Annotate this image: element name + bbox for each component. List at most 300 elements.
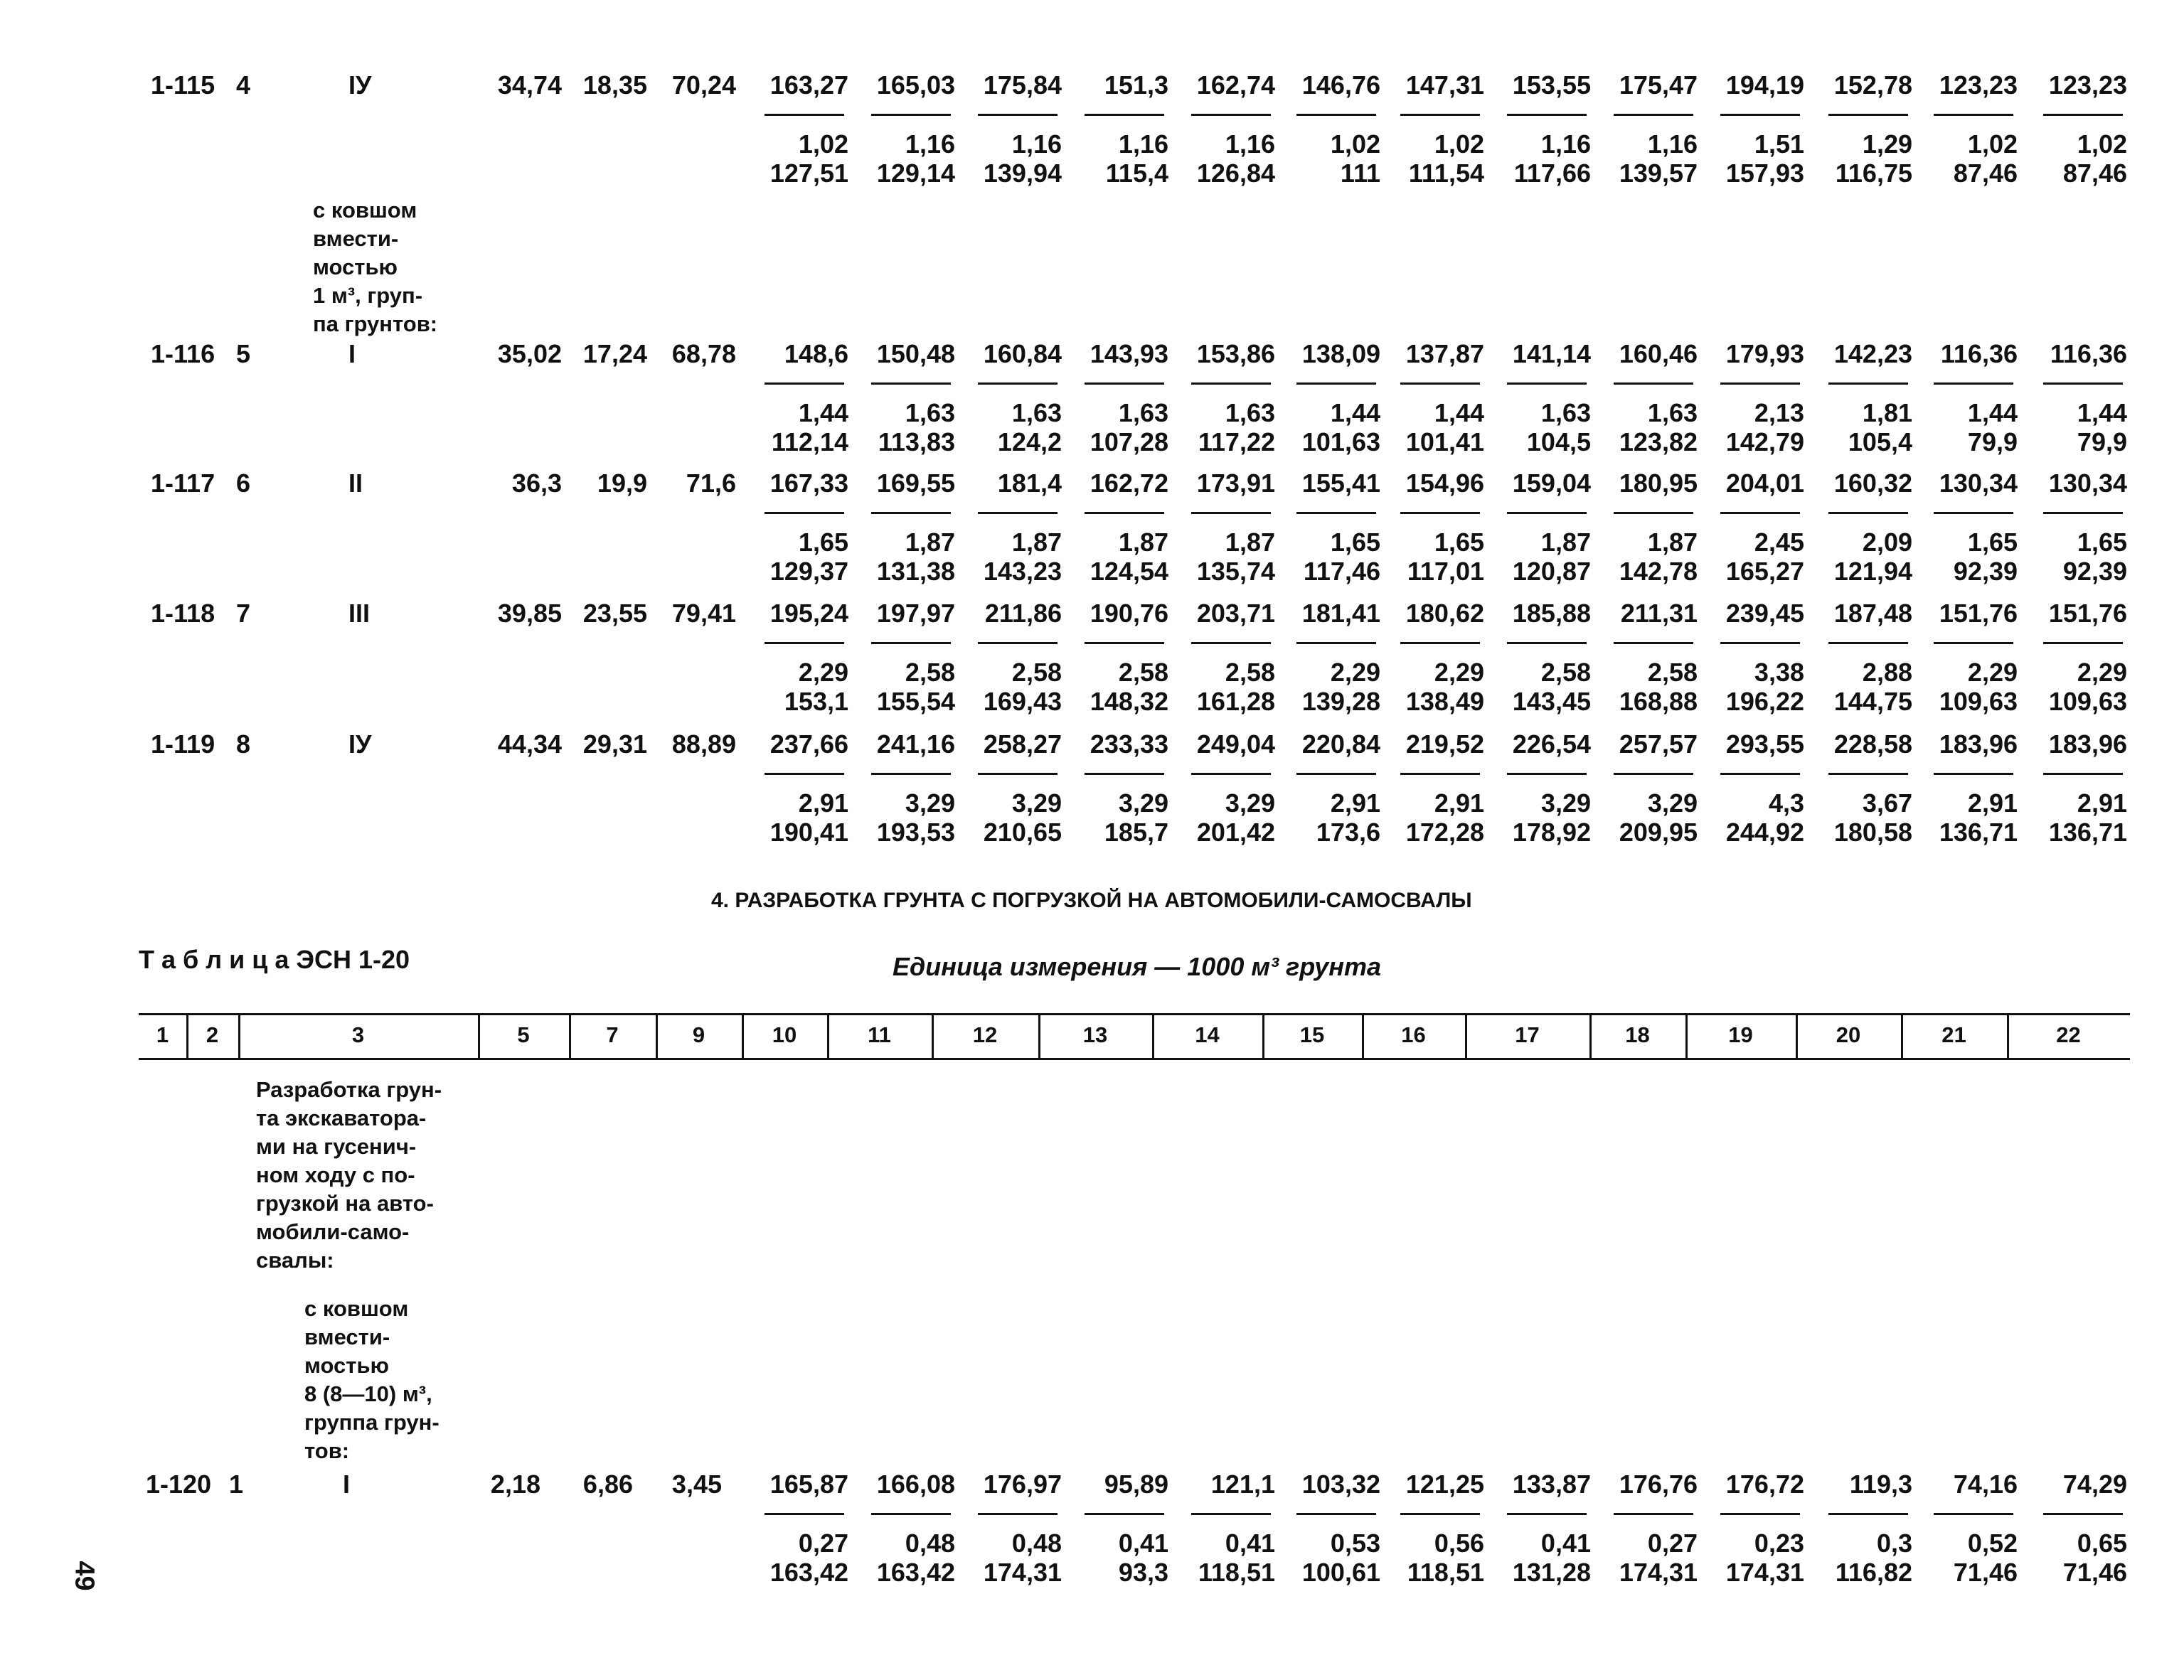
value-denominator: 87,46	[1953, 159, 2018, 188]
value-total: 142,23	[1833, 339, 1912, 368]
value-numerator: 1,02	[1434, 129, 1484, 159]
fraction-line	[1296, 642, 1376, 644]
section-title: 4. РАЗРАБОТКА ГРУНТА С ПОГРУЗКОЙ НА АВТОМОБИЛИ-САМОСВАЛЫ	[711, 889, 1472, 912]
value-denominator: 101,63	[1301, 427, 1380, 456]
value-numerator: 2,91	[798, 788, 848, 818]
value-total: 162,74	[1196, 70, 1275, 100]
description-line: ми на гусенич-	[256, 1134, 417, 1159]
value-total: 123,23	[2048, 70, 2127, 100]
fraction-line	[871, 512, 951, 514]
fraction-line	[1828, 642, 1908, 644]
value-denominator: 79,9	[1967, 427, 2018, 456]
value-denominator: 87,46	[2062, 159, 2127, 188]
value-col7: 19,9	[597, 469, 647, 498]
value-col9: 3,45	[671, 1470, 722, 1499]
description-line: грузкой на авто-	[256, 1191, 434, 1216]
fraction-line	[2043, 1513, 2123, 1515]
fraction-line	[1191, 1513, 1271, 1515]
value-total: 293,55	[1725, 729, 1804, 759]
fraction-line	[1085, 642, 1164, 644]
header-cell: 22	[2056, 1022, 2081, 1047]
value-numerator: 1,29	[1862, 129, 1912, 159]
fraction-line	[1614, 642, 1693, 644]
value-col5: 2,18	[490, 1470, 540, 1499]
value-denominator: 127,51	[769, 159, 848, 188]
fraction-line	[1720, 114, 1800, 116]
fraction-line	[765, 382, 844, 385]
value-numerator: 1,16	[905, 129, 955, 159]
value-numerator: 1,44	[1434, 398, 1484, 427]
value-total: 176,76	[1619, 1470, 1698, 1499]
fraction-line	[1085, 1513, 1164, 1515]
value-numerator: 1,87	[1118, 528, 1168, 557]
value-numerator: 1,65	[798, 528, 848, 557]
bucket-note-line: 1 м³, груп-	[313, 283, 423, 308]
fraction-line	[1828, 773, 1908, 775]
value-total: 147,31	[1405, 70, 1484, 100]
value-denominator: 124,2	[997, 427, 1062, 456]
value-denominator: 161,28	[1196, 687, 1275, 716]
bucket-note-line: с ковшом	[304, 1296, 409, 1321]
value-numerator: 2,91	[1434, 788, 1484, 818]
fraction-line	[1507, 382, 1587, 385]
bucket-note-line: тов:	[304, 1438, 350, 1463]
value-total: 194,19	[1725, 70, 1804, 100]
value-numerator: 2,58	[1011, 658, 1062, 687]
fraction-line	[978, 642, 1058, 644]
value-denominator: 190,41	[769, 818, 848, 847]
value-numerator: 1,87	[1647, 528, 1698, 557]
value-total: 121,25	[1405, 1470, 1484, 1499]
fraction-line	[1296, 773, 1376, 775]
header-cell: 21	[1941, 1022, 1966, 1047]
row-number: 5	[236, 339, 251, 368]
fraction-line	[1400, 114, 1480, 116]
fraction-line	[2043, 114, 2123, 116]
value-numerator: 0,27	[798, 1529, 848, 1558]
value-numerator: 1,65	[1434, 528, 1484, 557]
row-number: 4	[236, 70, 251, 100]
value-numerator: 2,29	[798, 658, 848, 687]
value-total: 258,27	[983, 729, 1062, 759]
fraction-line	[1720, 773, 1800, 775]
value-denominator: 155,54	[876, 687, 955, 716]
value-total: 211,31	[1620, 599, 1698, 628]
value-numerator: 2,58	[1647, 658, 1698, 687]
value-col5: 36,3	[511, 469, 562, 498]
header-cell: 9	[692, 1022, 705, 1047]
value-numerator: 1,16	[1118, 129, 1168, 159]
value-denominator: 196,22	[1725, 687, 1804, 716]
value-denominator: 142,78	[1619, 557, 1698, 586]
value-total: 183,96	[1939, 729, 2018, 759]
header-cell: 7	[606, 1022, 619, 1047]
value-denominator: 139,28	[1301, 687, 1380, 716]
value-denominator: 124,54	[1090, 557, 1168, 586]
value-total: 153,55	[1512, 70, 1591, 100]
value-denominator: 105,4	[1848, 427, 1912, 456]
value-numerator: 3,29	[1647, 788, 1698, 818]
value-denominator: 115,4	[1105, 159, 1168, 188]
value-total: 175,84	[983, 70, 1062, 100]
value-denominator: 163,42	[769, 1558, 848, 1587]
value-total: 165,87	[769, 1470, 848, 1499]
fraction-line	[1614, 382, 1693, 385]
value-total: 179,93	[1725, 339, 1804, 368]
fraction-line	[1400, 382, 1480, 385]
value-denominator: 148,32	[1090, 687, 1168, 716]
value-total: 160,84	[983, 339, 1062, 368]
value-numerator: 1,02	[1967, 129, 2018, 159]
value-total: 159,04	[1512, 469, 1591, 498]
fraction-line	[1507, 773, 1587, 775]
page-number: 49	[69, 1561, 100, 1591]
value-numerator: 1,63	[1011, 398, 1062, 427]
value-numerator: 1,44	[2077, 398, 2127, 427]
value-total: 233,33	[1090, 729, 1168, 759]
value-numerator: 1,63	[905, 398, 955, 427]
value-numerator: 4,3	[1768, 788, 1804, 818]
value-numerator: 1,87	[905, 528, 955, 557]
fraction-line	[1934, 642, 2013, 644]
value-numerator: 2,91	[2077, 788, 2127, 818]
value-total: 141,14	[1512, 339, 1591, 368]
description-line: ном ходу с по-	[256, 1162, 415, 1187]
value-numerator: 0,41	[1540, 1529, 1591, 1558]
value-denominator: 174,31	[1725, 1558, 1804, 1587]
value-col9: 71,6	[686, 469, 736, 498]
value-denominator: 143,23	[983, 557, 1062, 586]
value-total: 204,01	[1725, 469, 1804, 498]
value-total: 130,34	[1939, 469, 2018, 498]
fraction-line	[978, 1513, 1058, 1515]
value-total: 176,72	[1725, 1470, 1804, 1499]
soil-group: II	[348, 469, 363, 498]
fraction-line	[1085, 512, 1164, 514]
fraction-line	[1191, 773, 1271, 775]
value-total: 197,97	[876, 599, 955, 628]
value-total: 119,3	[1849, 1470, 1912, 1499]
fraction-line	[2043, 382, 2123, 385]
value-numerator: 3,29	[1011, 788, 1062, 818]
fraction-line	[1720, 382, 1800, 385]
value-denominator: 169,43	[983, 687, 1062, 716]
value-total: 226,54	[1512, 729, 1591, 759]
fraction-line	[978, 382, 1058, 385]
value-total: 152,78	[1833, 70, 1912, 100]
value-numerator: 2,91	[1967, 788, 2018, 818]
value-denominator: 111,54	[1408, 159, 1484, 188]
header-cell: 19	[1728, 1022, 1753, 1047]
norm-code: 1-116	[151, 339, 215, 368]
value-denominator: 71,46	[1953, 1558, 2018, 1587]
value-total: 185,88	[1512, 599, 1591, 628]
value-total: 203,71	[1196, 599, 1275, 628]
fraction-line	[1400, 642, 1480, 644]
bucket-note-line: с ковшом	[313, 198, 417, 223]
value-denominator: 71,46	[2062, 1558, 2127, 1587]
value-col9: 68,78	[671, 339, 736, 368]
value-col5: 44,34	[497, 729, 562, 759]
value-total: 121,1	[1210, 1470, 1275, 1499]
fraction-line	[1614, 1513, 1693, 1515]
value-denominator: 180,58	[1833, 818, 1912, 847]
fraction-line	[1934, 1513, 2013, 1515]
value-numerator: 1,81	[1862, 398, 1912, 427]
fraction-line	[1085, 382, 1164, 385]
value-total: 187,48	[1833, 599, 1912, 628]
fraction-line	[765, 773, 844, 775]
value-denominator: 117,01	[1407, 557, 1484, 586]
norm-code: 1-117	[151, 469, 215, 498]
value-total: 173,91	[1196, 469, 1275, 498]
value-col7: 18,35	[582, 70, 647, 100]
value-numerator: 1,65	[1967, 528, 2018, 557]
value-numerator: 0,56	[1434, 1529, 1484, 1558]
value-numerator: 1,02	[798, 129, 848, 159]
fraction-line	[871, 642, 951, 644]
fraction-line	[1507, 1513, 1587, 1515]
value-numerator: 1,16	[1011, 129, 1062, 159]
value-denominator: 101,41	[1405, 427, 1484, 456]
fraction-line	[1296, 114, 1376, 116]
value-total: 133,87	[1512, 1470, 1591, 1499]
fraction-line	[765, 512, 844, 514]
value-denominator: 116,75	[1835, 159, 1912, 188]
value-total: 153,86	[1196, 339, 1275, 368]
value-denominator: 201,42	[1196, 818, 1275, 847]
fraction-line	[2043, 512, 2123, 514]
fraction-line	[871, 382, 951, 385]
value-denominator: 173,6	[1316, 818, 1380, 847]
value-total: 211,86	[984, 599, 1062, 628]
fraction-line	[978, 114, 1058, 116]
value-numerator: 3,67	[1862, 788, 1912, 818]
row-number: 8	[236, 729, 251, 759]
fraction-line	[1507, 512, 1587, 514]
bucket-note-line: 8 (8—10) м³,	[304, 1381, 432, 1406]
value-numerator: 2,29	[1434, 658, 1484, 687]
description-line: Разработка грун-	[256, 1077, 442, 1102]
fraction-line	[1085, 773, 1164, 775]
value-total: 219,52	[1405, 729, 1484, 759]
bucket-note-line: па грунтов:	[313, 311, 438, 336]
value-denominator: 174,31	[983, 1558, 1062, 1587]
value-numerator: 2,58	[1225, 658, 1275, 687]
value-denominator: 129,37	[769, 557, 848, 586]
value-total: 165,03	[876, 70, 955, 100]
value-total: 163,27	[769, 70, 848, 100]
value-total: 95,89	[1104, 1470, 1168, 1499]
value-numerator: 0,52	[1967, 1529, 2018, 1558]
value-col9: 70,24	[671, 70, 736, 100]
value-total: 241,16	[876, 729, 955, 759]
value-total: 130,34	[2048, 469, 2127, 498]
value-denominator: 193,53	[876, 818, 955, 847]
value-total: 103,32	[1301, 1470, 1380, 1499]
value-numerator: 2,58	[905, 658, 955, 687]
value-denominator: 109,63	[2048, 687, 2127, 716]
row-number: 7	[236, 599, 251, 628]
fraction-line	[1296, 512, 1376, 514]
value-denominator: 118,51	[1407, 1558, 1484, 1587]
header-top-rule	[139, 1013, 2130, 1015]
value-total: 181,41	[1301, 599, 1380, 628]
value-col5: 35,02	[497, 339, 562, 368]
value-denominator: 92,39	[1953, 557, 2018, 586]
row-number: 1	[229, 1470, 244, 1499]
value-denominator: 136,71	[2048, 818, 2127, 847]
value-numerator: 2,91	[1330, 788, 1380, 818]
value-total: 228,58	[1833, 729, 1912, 759]
value-denominator: 100,61	[1301, 1558, 1380, 1587]
value-denominator: 131,28	[1512, 1558, 1591, 1587]
soil-group: I	[348, 339, 356, 368]
value-total: 74,16	[1953, 1470, 2018, 1499]
value-total: 220,84	[1301, 729, 1380, 759]
soil-group: I	[343, 1470, 351, 1499]
fraction-line	[871, 1513, 951, 1515]
fraction-line	[1191, 512, 1271, 514]
value-total: 257,57	[1619, 729, 1698, 759]
value-numerator: 0,48	[905, 1529, 955, 1558]
fraction-line	[1828, 512, 1908, 514]
header-cell: 17	[1515, 1022, 1540, 1047]
value-denominator: 117,46	[1303, 557, 1380, 586]
header-cell: 1	[156, 1022, 169, 1047]
value-total: 162,72	[1090, 469, 1168, 498]
value-total: 169,55	[876, 469, 955, 498]
value-denominator: 135,74	[1196, 557, 1275, 586]
value-denominator: 112,14	[771, 427, 848, 456]
value-numerator: 1,87	[1011, 528, 1062, 557]
value-denominator: 144,75	[1833, 687, 1912, 716]
value-col7: 6,86	[582, 1470, 633, 1499]
value-total: 137,87	[1405, 339, 1484, 368]
value-denominator: 79,9	[2077, 427, 2127, 456]
fraction-line	[1085, 114, 1164, 116]
value-total: 190,76	[1090, 599, 1168, 628]
header-cell: 15	[1299, 1022, 1325, 1047]
value-total: 167,33	[769, 469, 848, 498]
value-numerator: 1,44	[1967, 398, 2018, 427]
value-denominator: 143,45	[1512, 687, 1591, 716]
fraction-line	[1507, 642, 1587, 644]
fraction-line	[1828, 1513, 1908, 1515]
value-total: 180,95	[1619, 469, 1698, 498]
norm-code: 1-115	[151, 70, 215, 100]
row-number: 6	[236, 469, 251, 498]
fraction-line	[1191, 114, 1271, 116]
value-total: 183,96	[2048, 729, 2127, 759]
norm-code: 1-120	[146, 1470, 212, 1499]
norm-code: 1-119	[151, 729, 215, 759]
value-denominator: 163,42	[876, 1558, 955, 1587]
value-denominator: 131,38	[876, 557, 955, 586]
value-denominator: 172,28	[1405, 818, 1484, 847]
table-label: Т а б л и ц а ЭСН 1-20	[139, 945, 410, 974]
fraction-line	[1614, 114, 1693, 116]
value-total: 138,09	[1301, 339, 1380, 368]
value-col5: 34,74	[497, 70, 562, 100]
fraction-line	[1296, 1513, 1376, 1515]
bucket-note-line: мостью	[304, 1353, 390, 1378]
fraction-line	[2043, 642, 2123, 644]
value-total: 175,47	[1619, 70, 1698, 100]
fraction-line	[1614, 773, 1693, 775]
value-total: 151,76	[1939, 599, 2018, 628]
value-numerator: 3,38	[1754, 658, 1804, 687]
value-numerator: 2,45	[1754, 528, 1804, 557]
description-line: та экскаватора-	[256, 1106, 427, 1130]
value-col7: 29,31	[582, 729, 647, 759]
value-denominator: 168,88	[1619, 687, 1698, 716]
value-total: 143,93	[1090, 339, 1168, 368]
fraction-line	[1720, 642, 1800, 644]
value-denominator: 104,5	[1526, 427, 1591, 456]
value-numerator: 0,48	[1011, 1529, 1062, 1558]
value-numerator: 1,87	[1540, 528, 1591, 557]
header-cell: 18	[1625, 1022, 1650, 1047]
value-denominator: 126,84	[1196, 159, 1275, 188]
value-numerator: 0,3	[1876, 1529, 1912, 1558]
fraction-line	[1507, 114, 1587, 116]
value-total: 239,45	[1725, 599, 1804, 628]
value-numerator: 1,16	[1225, 129, 1275, 159]
value-total: 160,32	[1833, 469, 1912, 498]
value-numerator: 1,65	[1330, 528, 1380, 557]
value-denominator: 136,71	[1939, 818, 2018, 847]
value-denominator: 117,22	[1198, 427, 1275, 456]
fraction-line	[765, 642, 844, 644]
header-cell: 12	[972, 1022, 998, 1047]
value-numerator: 2,29	[1967, 658, 2018, 687]
header-cell: 20	[1836, 1022, 1861, 1047]
bucket-note-line: вмести-	[313, 226, 399, 251]
value-numerator: 2,88	[1862, 658, 1912, 687]
value-denominator: 244,92	[1725, 818, 1804, 847]
fraction-line	[1400, 1513, 1480, 1515]
value-denominator: 116,82	[1835, 1558, 1912, 1587]
value-denominator: 157,93	[1725, 159, 1804, 188]
value-numerator: 2,29	[2077, 658, 2127, 687]
value-denominator: 117,66	[1513, 159, 1591, 188]
value-total: 151,76	[2048, 599, 2127, 628]
header-cell: 14	[1195, 1022, 1220, 1047]
header-cell: 3	[351, 1022, 365, 1047]
fraction-line	[1720, 512, 1800, 514]
value-denominator: 123,82	[1619, 427, 1698, 456]
fraction-line	[1614, 512, 1693, 514]
header-cell: 11	[868, 1022, 891, 1047]
value-denominator: 107,28	[1090, 427, 1168, 456]
value-numerator: 1,87	[1225, 528, 1275, 557]
value-denominator: 92,39	[2062, 557, 2127, 586]
value-total: 166,08	[876, 1470, 955, 1499]
value-numerator: 3,29	[1118, 788, 1168, 818]
header-cell: 16	[1401, 1022, 1426, 1047]
value-denominator: 210,65	[983, 818, 1062, 847]
value-denominator: 165,27	[1725, 557, 1804, 586]
bucket-note-line: мостью	[313, 255, 398, 279]
value-denominator: 121,94	[1833, 557, 1912, 586]
value-total: 150,48	[876, 339, 955, 368]
value-numerator: 2,09	[1862, 528, 1912, 557]
value-numerator: 2,58	[1540, 658, 1591, 687]
value-total: 180,62	[1405, 599, 1484, 628]
value-total: 74,29	[2062, 1470, 2127, 1499]
fraction-line	[1934, 382, 2013, 385]
